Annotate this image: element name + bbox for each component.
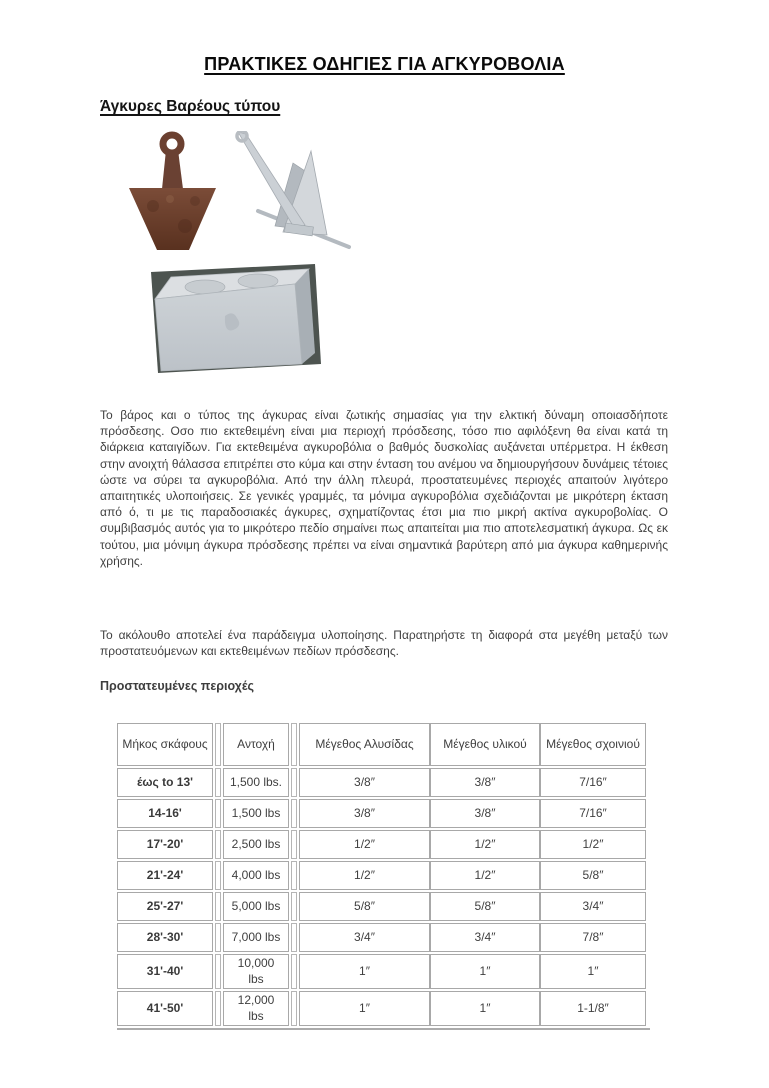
- cell-material-size: 1″: [429, 992, 541, 1025]
- column-spacer: [215, 954, 221, 989]
- cell-rope-size: 5/8″: [582, 867, 604, 882]
- column-spacer: [291, 723, 297, 766]
- size-columns-group: [299, 954, 646, 989]
- table-row: [117, 991, 650, 1026]
- cell-rope-size: 7/16″: [579, 774, 607, 789]
- header-boat-length: Μήκος σκάφους: [117, 723, 213, 766]
- header-chain-size: Μέγεθος Αλυσίδας: [315, 737, 414, 752]
- cell-material-size: 1/2″: [429, 862, 541, 889]
- size-columns-group: [299, 830, 646, 859]
- column-spacer: [291, 768, 297, 797]
- table-header-row: [117, 723, 650, 766]
- cell-material-size: 3/8″: [429, 769, 541, 796]
- section-heading: Άγκυρες Βαρέους τύπου: [100, 98, 281, 115]
- size-columns-group: [299, 861, 646, 890]
- anchor-types-illustration: [125, 131, 355, 383]
- cell-boat-length: 28'-30': [117, 923, 213, 952]
- column-spacer: [291, 799, 297, 828]
- column-spacer: [215, 830, 221, 859]
- column-spacer: [291, 923, 297, 952]
- cell-strength: 12,000 lbs: [223, 991, 289, 1026]
- size-columns-group: [299, 991, 646, 1026]
- table-caption: Προστατευμένες περιοχές: [100, 679, 255, 693]
- column-spacer: [215, 723, 221, 766]
- cell-strength: 1,500 lbs.: [223, 768, 289, 797]
- column-spacer: [215, 991, 221, 1026]
- column-spacer: [215, 892, 221, 921]
- table-row: [117, 892, 650, 921]
- anchor-types-figure: [125, 131, 355, 383]
- size-columns-group: [299, 799, 646, 828]
- cell-boat-length: 41'-50': [117, 991, 213, 1026]
- column-spacer: [291, 954, 297, 989]
- cell-strength: 7,000 lbs: [223, 923, 289, 952]
- column-spacer: [215, 768, 221, 797]
- cell-strength: 4,000 lbs: [223, 861, 289, 890]
- column-spacer: [215, 861, 221, 890]
- cell-strength: 1,500 lbs: [223, 799, 289, 828]
- cell-rope-size: 1/2″: [582, 836, 604, 851]
- table-row: [117, 923, 650, 952]
- cell-boat-length: 31'-40': [117, 954, 213, 989]
- cell-chain-size: 3/8″: [354, 774, 375, 789]
- column-spacer: [291, 830, 297, 859]
- mooring-size-table: [117, 723, 650, 1030]
- mushroom-anchor-illustration: [129, 135, 216, 250]
- page-title: ΠΡΑΚΤΙΚΕΣ ΟΔΗΓΙΕΣ ΓΙΑ ΑΓΚΥΡΟΒΟΛΙΑ: [204, 54, 565, 74]
- paragraph-anchor-weight: Το βάρος και ο τύπος της άγκυρας είναι ζωτικής σημασίας για την ελκτική δύναμη οποιασδήποτε πρόσδεσης. Οσο πιο εκτεθειμένη είναι μια περιοχή πρόσδεσης, τόσο πιο αφιλόξενη θα είναι κατά τη διάρκεια καταιγίδων. Για εκτεθειμένα αγκυροβόλια ο βαθμός δυσκολίας αυξάνεται υπέρμετρα. Η έκθεση στην ανοιχτή θάλασσα επιτρέπει στο κύμα και στην ένταση του ανέμου να δημιουργήσουν δυνάμεις τέτοιες ώστε να σύρει τα αγκυροβόλια. Από την άλλη πλευρά, προστατευμένες περιοχές απαιτούν λιγότερο απαιτητικές υλοποιήσεις. Σε γενικές γραμμές, τα μόνιμα αγκυροβόλια σχεδιάζονται με μικρότερη έκταση από ό, τι με τις παραδοσιακές άγκυρες, σχηματίζοντας έτσι μια πιο μικρή ακτίνα αγκυροβολίας. Ο συμβιβασμός αυτός για το μικρότερο πεδίο σημαίνει πως απαιτείται μια πιο αποτελεσματική άγκυρα. Ως εκ τούτου, μια μόνιμη άγκυρα πρόσδεσης πρέπει να είναι σημαντικά βαρύτερη από μια άγκυρα καθημερινής χρήσης.: [100, 408, 668, 568]
- cell-strength: 5,000 lbs: [223, 892, 289, 921]
- size-columns-group: [299, 892, 646, 921]
- cell-strength: 10,000 lbs: [223, 954, 289, 989]
- column-spacer: [215, 799, 221, 828]
- table-row: [117, 830, 650, 859]
- header-strength: Αντοχή: [223, 723, 289, 766]
- cell-boat-length: 25'-27': [117, 892, 213, 921]
- cell-rope-size: 7/16″: [579, 805, 607, 820]
- column-spacer: [291, 861, 297, 890]
- cell-rope-size: 1″: [587, 963, 599, 978]
- cell-material-size: 3/8″: [429, 800, 541, 827]
- cell-chain-size: 1/2″: [354, 836, 375, 851]
- cell-material-size: 5/8″: [429, 893, 541, 920]
- cell-chain-size: 1″: [359, 963, 370, 978]
- cell-strength: 2,500 lbs: [223, 830, 289, 859]
- header-material-size: Μέγεθος υλικού: [429, 724, 541, 765]
- cell-material-size: 3/4″: [429, 924, 541, 951]
- size-columns-group: [299, 768, 646, 797]
- cell-boat-length: 17'-20': [117, 830, 213, 859]
- paragraph-example-note: Το ακόλουθο αποτελεί ένα παράδειγμα υλοποίησης. Παρατηρήστε τη διαφορά στα μεγέθη μεταξύ των προστατευόμενων και εκτεθειμένων πεδίων πρόσδεσης.: [100, 628, 668, 659]
- column-spacer: [291, 892, 297, 921]
- cell-boat-length: έως to 13': [117, 768, 213, 797]
- table-row: [117, 954, 650, 989]
- cell-rope-size: 3/4″: [582, 898, 604, 913]
- cell-boat-length: 14-16': [117, 799, 213, 828]
- column-spacer: [291, 991, 297, 1026]
- cell-rope-size: 1-1/8″: [577, 1000, 609, 1015]
- cell-material-size: 1/2″: [429, 831, 541, 858]
- table-row: [117, 799, 650, 828]
- column-spacer: [215, 923, 221, 952]
- header-rope-size: Μέγεθος σχοινιού: [546, 737, 640, 752]
- cell-chain-size: 3/4″: [354, 929, 375, 944]
- cell-chain-size: 5/8″: [354, 898, 375, 913]
- size-columns-group: [299, 723, 646, 766]
- cell-chain-size: 1″: [359, 1000, 370, 1015]
- table-row: [117, 768, 650, 797]
- concrete-block-illustration: [151, 264, 321, 373]
- table-bottom-rule: [117, 1028, 650, 1030]
- cell-boat-length: 21'-24': [117, 861, 213, 890]
- table-row: [117, 861, 650, 890]
- cell-chain-size: 3/8″: [354, 805, 375, 820]
- fluke-anchor-illustration: [237, 131, 349, 247]
- cell-chain-size: 1/2″: [354, 867, 375, 882]
- cell-material-size: 1″: [429, 955, 541, 988]
- cell-rope-size: 7/8″: [582, 929, 604, 944]
- size-columns-group: [299, 923, 646, 952]
